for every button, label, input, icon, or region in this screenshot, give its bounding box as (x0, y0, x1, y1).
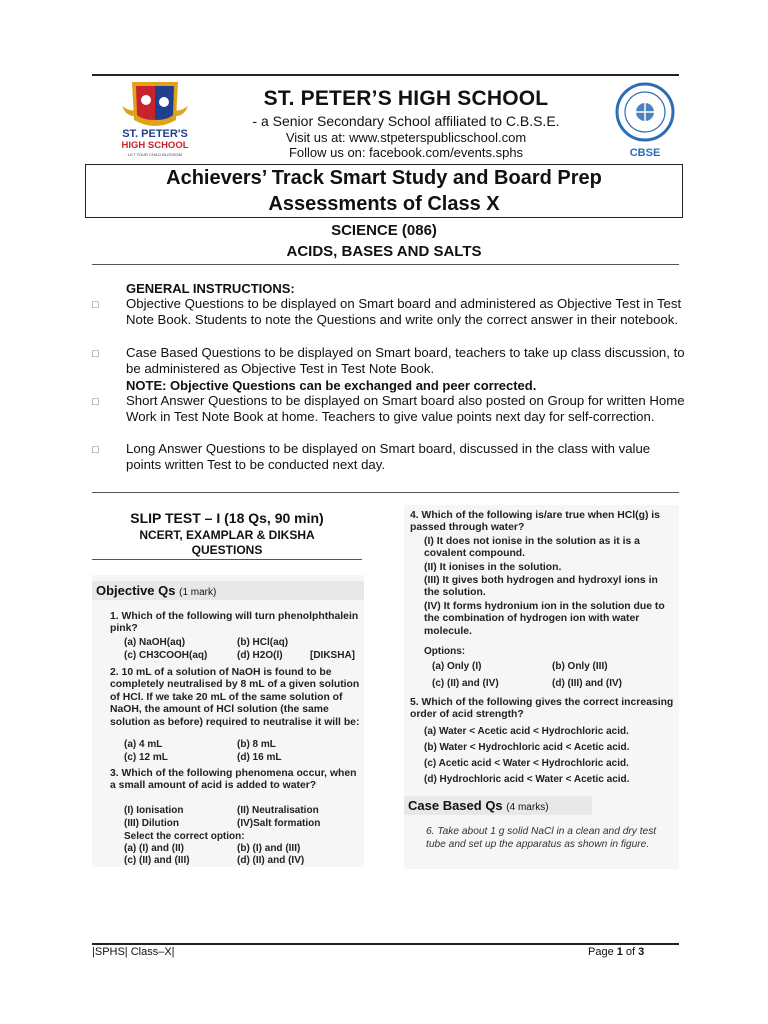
option: (c) (II) and (III) (124, 855, 190, 866)
option: (c) 12 mL (124, 752, 168, 763)
option: (d) (III) and (IV) (552, 678, 622, 689)
page-mid: of (622, 946, 639, 958)
option: (d) H2O(l) (237, 650, 283, 661)
option: (b) Water < Hydrochloric acid < Acetic acid. (424, 742, 630, 753)
item: (III) Dilution (124, 818, 179, 829)
logo-name-text: ST. PETER'S (122, 128, 188, 140)
statement: (I) It does not ionise in the solution as it is a covalent compound. (424, 536, 640, 560)
instruction-item: Objective Questions to be displayed on Smart board and administered as Objective Test in Test Note Book. Students to note the Questions and write only the correct answer in their notebook. (126, 296, 682, 328)
logo-sub-text: HIGH SCHOOL (121, 140, 189, 151)
question-6: 6. Take about 1 g solid NaCl in a clean and dry test tube and set up the apparatus as shown in figure. (426, 826, 657, 850)
page-number (588, 946, 644, 958)
option: (a) 4 mL (124, 739, 163, 750)
section-band (404, 796, 592, 815)
slip-test-subtitle-2: QUESTIONS (191, 543, 263, 557)
instruction-item: Short Answer Questions to be displayed on Smart board also posted on Group for written Home Work in Test Note Book at home. Teachers to give value points next day for self-correction. (126, 393, 685, 425)
instruction-item: Long Answer Questions to be displayed on Smart board, discussed in the class with value points written Test to be conducted next day. (126, 441, 651, 473)
instructions-heading: GENERAL INSTRUCTIONS: (126, 281, 295, 296)
divider (92, 559, 362, 560)
statement: (IV) It forms hydronium ion in the solution due to the combination of hydrogen ion with water molecule. (424, 601, 665, 637)
option: (a) Water < Acetic acid < Hydrochloric acid. (424, 726, 629, 737)
item: (II) Neutralisation (237, 805, 319, 816)
option: (c) CH3COOH(aq) (124, 650, 208, 661)
statement: (III) It gives both hydrogen and hydroxyl ions in the solution. (424, 575, 658, 599)
source-tag: [DIKSHA] (310, 650, 355, 661)
cbse-text: CBSE (629, 147, 661, 159)
objective-questions-scan (92, 575, 364, 867)
bullet-icon: □ (92, 299, 99, 311)
page-total: 3 (638, 946, 645, 958)
bullet-icon: □ (92, 396, 99, 408)
facebook-line: Follow us on: facebook.com/events.sphs (288, 145, 524, 160)
option: (b) HCl(aq) (237, 637, 289, 648)
divider (92, 492, 679, 493)
option: (d) Hydrochloric acid < Water < Acetic acid. (424, 774, 630, 785)
slip-test-subtitle: NCERT, EXAMPLAR & DIKSHA (139, 528, 315, 542)
option: (a) Only (I) (432, 661, 482, 672)
options-label: Options: (424, 646, 466, 657)
divider (92, 264, 679, 265)
option: (b) Only (III) (552, 661, 608, 672)
option: (c) Acetic acid < Water < Hydrochloric acid. (424, 758, 629, 769)
select-prompt: Select the correct option: (124, 831, 245, 842)
question-5: 5. Which of the following gives the correct increasing order of acid strength? (410, 697, 674, 721)
question-1: 1. Which of the following will turn phenolphthalein pink? (110, 611, 359, 635)
option: (b) 8 mL (237, 739, 276, 750)
subject-code: SCIENCE (086) (331, 222, 437, 239)
footer-rule (92, 943, 679, 945)
bullet-icon: □ (92, 348, 99, 360)
questions-scan-right (404, 505, 679, 869)
cbse-logo (610, 80, 680, 160)
school-name: ST. PETER’S HIGH SCHOOL (263, 87, 549, 110)
section-band (92, 581, 364, 600)
question-4: 4. Which of the following is/are true when HCl(g) is passed through water? (410, 510, 660, 534)
school-tagline: - a Senior Secondary School affiliated to C.B.S.E. (252, 113, 560, 129)
footer-label: |SPHS| Class–X| (92, 946, 175, 958)
section-title: Case Based Qs (408, 798, 503, 813)
page-current: 1 (616, 946, 623, 958)
header-top-rule (92, 74, 679, 76)
website-line: Visit us at: www.stpeterspublicschool.com (285, 130, 527, 145)
option: (c) (II) and (IV) (432, 678, 499, 689)
question-2: 2. 10 mL of a solution of NaOH is found to be completely neutralised by 8 mL of a given solution of HCl. If we take 20 mL of the same solution of NaOH, the amount of HCl solution (the same solution as before) required to neutralise it will be: (110, 667, 360, 728)
question-3: 3. Which of the following phenomena occur, when a small amount of acid is added to water? (110, 768, 357, 792)
option: (a) (I) and (II) (124, 843, 184, 854)
item: (IV)Salt formation (237, 818, 321, 829)
instructions-note: NOTE: Objective Questions can be exchanged and peer corrected. (126, 378, 537, 393)
statement: (II) It ionises in the solution. (424, 562, 562, 573)
option: (b) (I) and (III) (237, 843, 301, 854)
section-marks: (4 marks) (506, 802, 549, 813)
option: (a) NaOH(aq) (124, 637, 186, 648)
option: (d) 16 mL (237, 752, 282, 763)
doc-title-line1: Achievers’ Track Smart Study and Board Prep (166, 167, 602, 189)
bullet-icon: □ (92, 444, 99, 456)
school-logo (110, 80, 200, 162)
item: (I) Ionisation (124, 805, 184, 816)
section-marks: (1 mark) (179, 587, 217, 598)
logo-motto-text: LET YOUR CHILD BLOSSOM (128, 152, 182, 157)
doc-title-line2: Assessments of Class X (268, 193, 500, 215)
slip-test-title: SLIP TEST – I (18 Qs, 90 min) (130, 510, 324, 526)
page-prefix: Page (588, 946, 617, 958)
section-title: Objective Qs (96, 583, 176, 598)
chapter-title: ACIDS, BASES AND SALTS (286, 243, 482, 260)
instruction-item: Case Based Questions to be displayed on Smart board, teachers to take up class discussion, to be administered as Objective Test in Test Note Book. (126, 345, 685, 377)
option: (d) (II) and (IV) (237, 855, 305, 866)
